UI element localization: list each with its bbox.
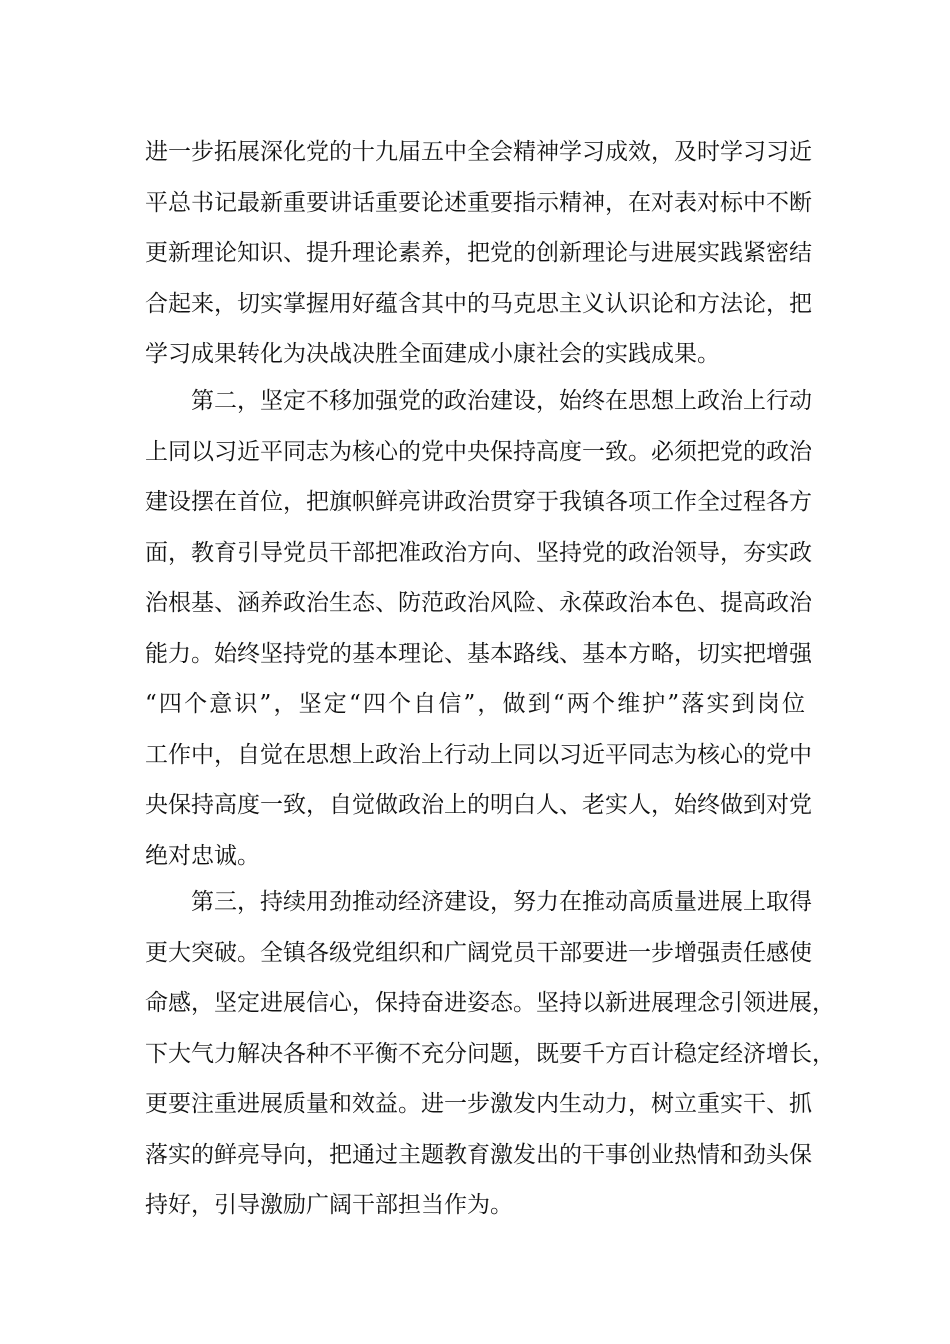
paragraph-second bbox=[145, 376, 812, 881]
text-line: 命感，坚定进展信心，保持奋进姿态。坚持以新进展理念引领进展， bbox=[145, 990, 835, 1016]
text-line: 学习成果转化为决战决胜全面建成小康社会的实践成果。 bbox=[145, 341, 720, 367]
text-line: 第二，坚定不移加强党的政治建设，始终在思想上政治上行动 bbox=[191, 388, 812, 414]
text-line: 能力。始终坚持党的基本理论、基本路线、基本方略，切实把增强 bbox=[145, 640, 812, 667]
paragraph-third bbox=[145, 877, 835, 1231]
text-line: 上同以习近平同志为核心的党中央保持高度一致。必须把党的政治 bbox=[145, 438, 812, 465]
text-line: “四个意识”，坚定“四个自信”，做到“两个维护”落实到岗位 bbox=[145, 691, 805, 717]
paragraph-continued bbox=[145, 127, 812, 380]
text-line: 央保持高度一致，自觉做政治上的明白人、老实人，始终做到对党 bbox=[145, 792, 812, 818]
text-line: 平总书记最新重要讲话重要论述重要指示精神，在对表对标中不断 bbox=[145, 189, 812, 216]
text-line: 绝对忠诚。 bbox=[145, 842, 260, 869]
text-line: 工作中，自觉在思想上政治上行动上同以习近平同志为核心的党中 bbox=[145, 741, 812, 768]
text-line: 进一步拓展深化党的十九届五中全会精神学习成效，及时学习习近 bbox=[145, 139, 812, 165]
text-line: 更新理论知识、提升理论素养，把党的创新理论与进展实践紧密结 bbox=[145, 240, 812, 266]
text-line: 第三，持续用劲推动经济建设，努力在推动高质量进展上取得 bbox=[191, 889, 812, 915]
text-line: 落实的鲜亮导向，把通过主题教育激发出的干事创业热情和劲头保 bbox=[145, 1141, 812, 1168]
text-line: 治根基、涵养政治生态、防范政治风险、永葆政治本色、提高政治 bbox=[145, 590, 812, 616]
text-line: 更大突破。全镇各级党组织和广阔党员干部要进一步增强责任感使 bbox=[145, 939, 812, 966]
text-line: 持好，引导激励广阔干部担当作为。 bbox=[145, 1192, 513, 1218]
text-line: 合起来，切实掌握用好蕴含其中的马克思主义认识论和方法论，把 bbox=[145, 290, 812, 317]
text-line: 面，教育引导党员干部把准政治方向、坚持党的政治领导，夯实政 bbox=[145, 539, 812, 566]
text-line: 建设摆在首位，把旗帜鲜亮讲政治贯穿于我镇各项工作全过程各方 bbox=[145, 489, 812, 515]
text-line: 更要注重进展质量和效益。进一步激发内生动力，树立重实干、抓 bbox=[145, 1091, 812, 1117]
text-line: 下大气力解决各种不平衡不充分问题，既要千方百计稳定经济增长， bbox=[145, 1040, 835, 1067]
